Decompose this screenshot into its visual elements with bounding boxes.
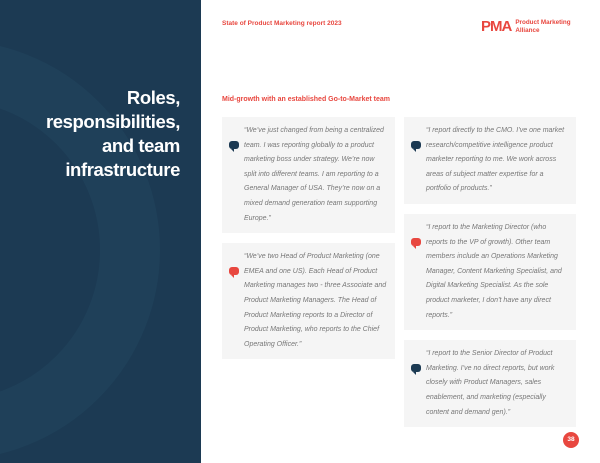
chat-bubbles-icon xyxy=(411,238,421,246)
logo-mark: PMA xyxy=(481,18,512,35)
quote-card xyxy=(222,243,395,359)
quote-card xyxy=(404,340,576,427)
report-title: State of Product Marketing report 2023 xyxy=(222,20,342,27)
logo-text: Product Marketing xyxy=(515,19,571,26)
section-title: Mid-growth with an established Go-to-Market team xyxy=(222,96,391,103)
title-line: Roles, xyxy=(126,87,180,108)
title-line: infrastructure xyxy=(65,159,180,180)
page-number: 38 xyxy=(563,432,579,448)
sidebar-panel xyxy=(0,0,201,463)
quote-text: “I report to the Marketing Director (who reports to the VP of growth). Other team members include an Operations Marketing Manager, Content Marketing Specialist, and Digital Marketing Specialist. As the sole product marketer, I don’t have any direct reports.” xyxy=(426,223,562,319)
logo-text: Alliance xyxy=(515,26,540,34)
quotes-right-column xyxy=(404,117,576,427)
quote-text: “I report directly to the CMO. I’ve one market research/competitive intelligence product marketer reporting to me. We work across areas of subject matter expertise for a portfolio of products.” xyxy=(426,127,565,193)
quote-text: “I report to the Senior Director of Product Marketing. I’ve no direct reports, but work closely with Product Managers, sales enablement, and marketing (especially content and demand gen).” xyxy=(426,350,555,416)
page-title xyxy=(0,86,180,182)
chat-bubbles-icon xyxy=(229,141,239,149)
chat-bubbles-icon xyxy=(411,364,421,372)
quotes-left-column xyxy=(222,117,395,359)
quote-card xyxy=(404,117,576,204)
title-line: responsibilities, xyxy=(45,111,180,132)
chat-bubbles-icon xyxy=(229,267,239,275)
quote-text: “We’ve two Head of Product Marketing (one EMEA and one US). Each Head of Product Marketing manages two - three Associate and Product Marketing Managers. The Head of Product Marketing reports to a Director of Product Marketing, who reports to the Chief Operating Officer.” xyxy=(244,253,387,348)
quote-card xyxy=(222,117,395,233)
quote-card xyxy=(404,214,576,330)
pma-logo xyxy=(481,18,571,35)
quote-text: “We’ve just changed from being a centralized team. I was reporting globally to a product marketing boss under strategy. We’re now split into different teams. I am reporting to a General Manager of USA. They’re now on a mixed demand generation team supporting Europe.” xyxy=(244,127,384,222)
title-line: and team xyxy=(101,135,180,156)
chat-bubbles-icon xyxy=(411,141,421,149)
